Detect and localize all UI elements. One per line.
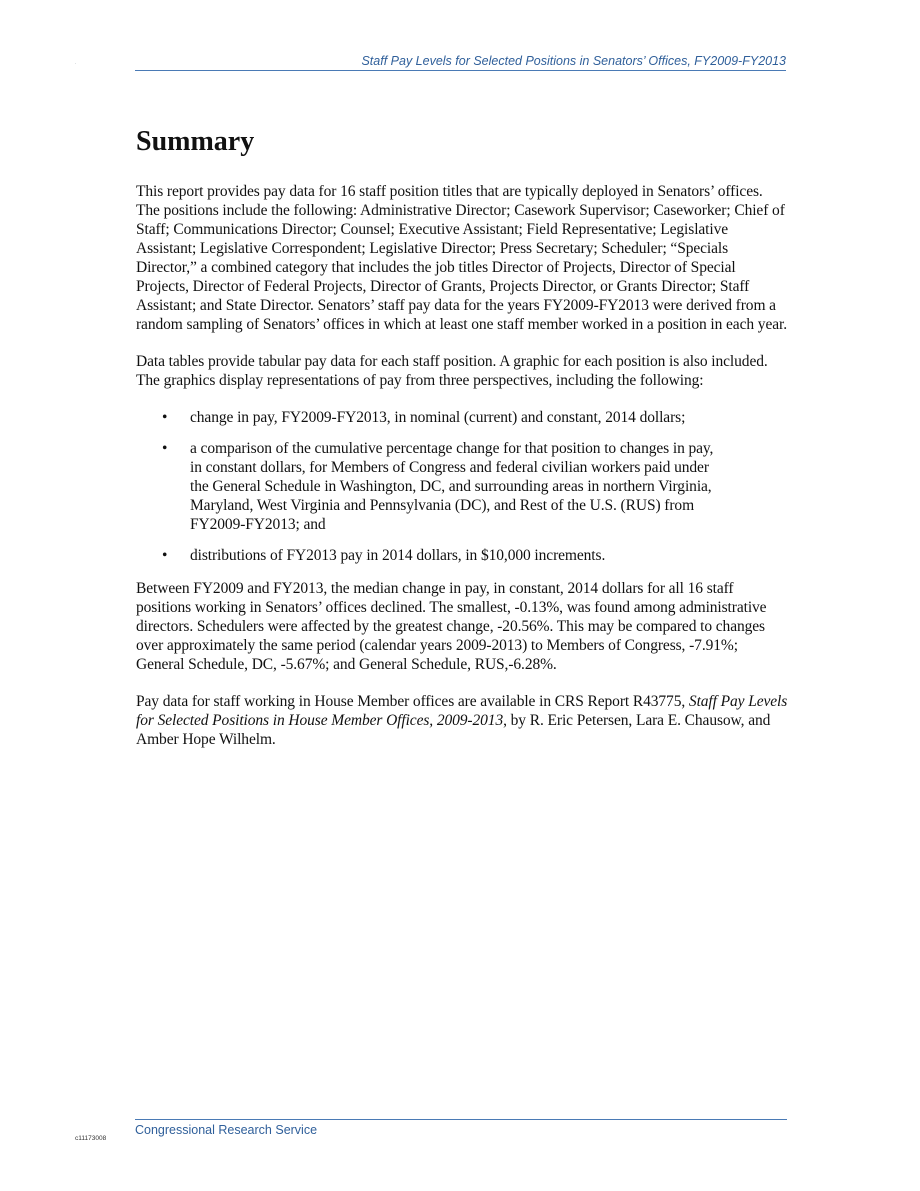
list-item — [136, 408, 788, 427]
bullet-icon: • — [162, 409, 168, 426]
list-item — [136, 439, 788, 534]
list-item-text: a comparison of the cumulative percentage change for that position to changes in pay, in constant dollars, for Members of Congress and federal civilian workers paid under the General Schedule in Washington, DC, and surrounding areas in northern Virginia, Maryland, West Virginia and Pennsylvania (DC), and Rest of the U.S. (RUS) from FY2009-FY2013; and — [190, 440, 714, 533]
list-item-text: distributions of FY2013 pay in 2014 dollars, in $10,000 increments. — [190, 547, 606, 564]
summary-section — [136, 124, 788, 767]
summary-paragraph-2: Data tables provide tabular pay data for each staff position. A graphic for each position is also included. The graphics display representations of pay from three perspectives, including the following: — [136, 353, 768, 389]
summary-paragraph-1: This report provides pay data for 16 staff position titles that are typically deployed in Senators’ offices. The positions include the following: Administrative Director; Casework Supervisor; Caseworker; Chief of Staff; Communications Director; Counsel; Executive Assistant; Field Representative; Legislative Assistant; Legislative Correspondent; Legislative Director; Press Secretary; Scheduler; “Specials Director,” a combined category that includes the job titles Director of Projects, Director of Special Projects, Director of Federal Projects, Director of Grants, Projects Director, or Grants Director; Staff Assistant; and State Director. Senators’ staff pay data for the years FY2009-FY2013 were derived from a random sampling of Senators’ offices in which at least one staff member worked in a position in each year. — [136, 183, 787, 333]
list-item — [136, 546, 788, 565]
bullet-icon: • — [162, 440, 168, 457]
summary-paragraph-3: Between FY2009 and FY2013, the median change in pay, in constant, 2014 dollars for all 16 staff positions working in Senators’ offices declined. The smallest, -0.13%, was found among administrative directors. Schedulers were affected by the greatest change, -20.56%. This may be compared to changes over approximately the same period (calendar years 2009-2013) to Members of Congress, -7.91%; General Schedule, DC, -5.67%; and General Schedule, RUS,-6.28%. — [136, 580, 767, 673]
page-title: Summary — [136, 126, 255, 157]
summary-paragraph-4 — [136, 692, 788, 749]
referenced-report-title: Staff Pay Levels for Selected Positions in House Member Offices, 2009-2013 — [136, 693, 788, 729]
reference-text-after: , by R. Eric Petersen, Lara E. Chausow, and Amber Hope Wilhelm. — [136, 712, 771, 748]
corner-mark: . — [75, 60, 77, 66]
running-header-title: Staff Pay Levels for Selected Positions in Senators’ Offices, FY2009-FY2013 — [135, 54, 786, 71]
reference-text-before: Pay data for staff working in House Member offices are available in CRS Report R43775, — [136, 693, 689, 710]
list-item-text: change in pay, FY2009-FY2013, in nominal (current) and constant, 2014 dollars; — [190, 409, 686, 426]
perspectives-list — [136, 408, 788, 565]
footer-divider — [135, 1119, 787, 1120]
document-code: c11173008 — [75, 1135, 107, 1142]
bullet-icon: • — [162, 547, 168, 564]
footer-organization: Congressional Research Service — [135, 1123, 318, 1137]
